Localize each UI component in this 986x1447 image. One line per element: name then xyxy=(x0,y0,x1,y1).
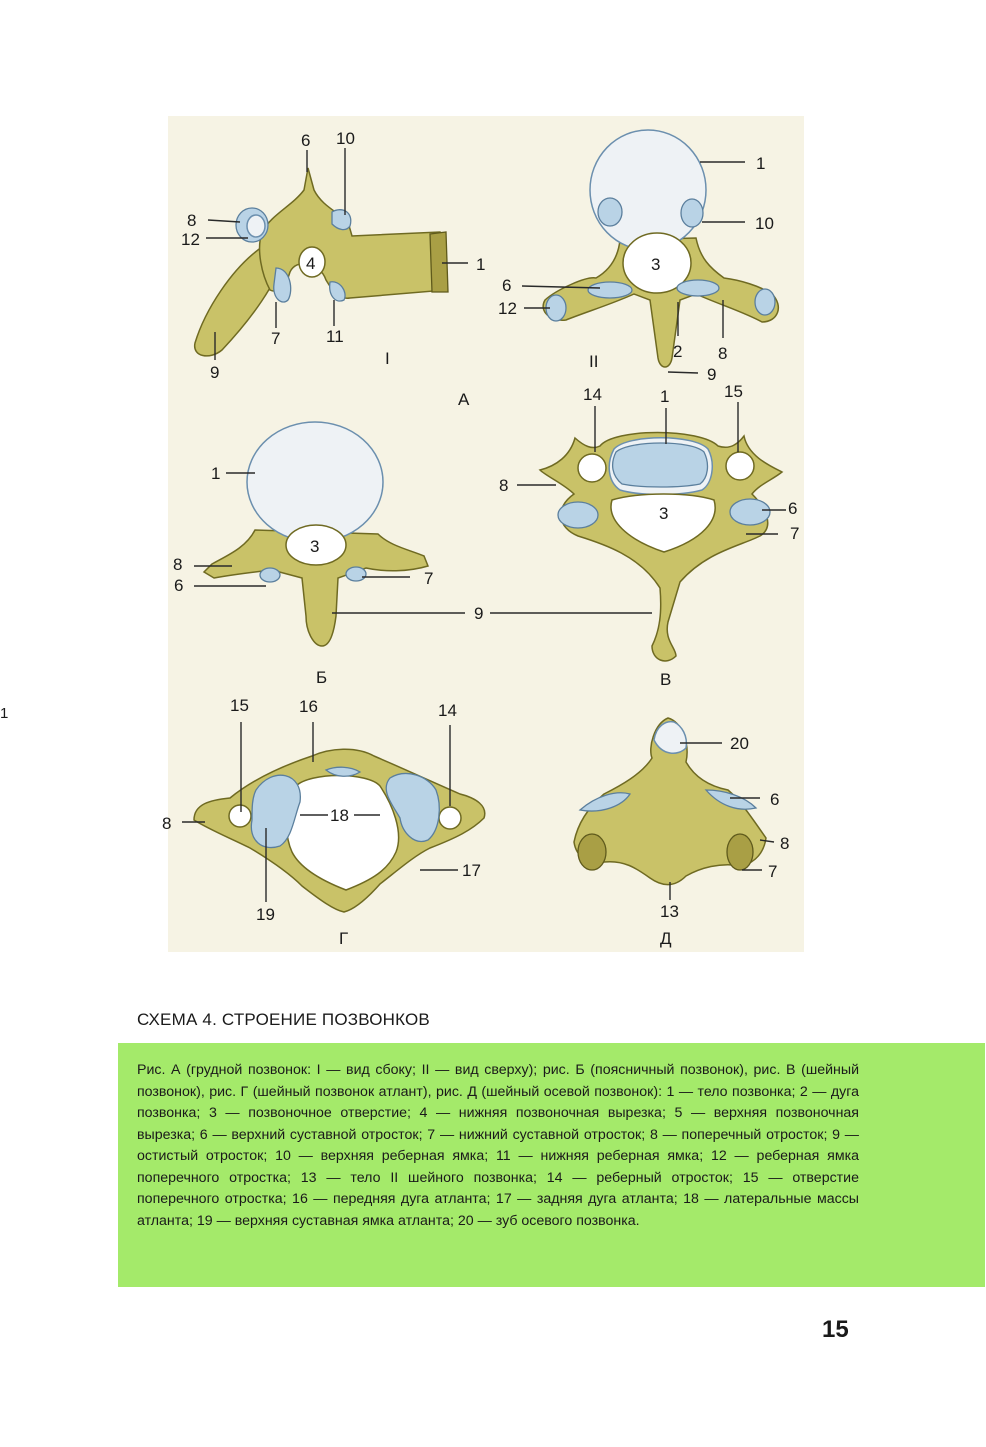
figure-label-v: В xyxy=(660,670,672,689)
label-a1-10: 10 xyxy=(336,129,355,148)
label-g-19: 19 xyxy=(256,905,275,924)
label-a1-6: 6 xyxy=(301,131,311,150)
caption-text: Рис. А (грудной позвонок: I — вид сбоку; II — вид сверху); рис. Б (поясничный позвонок), рис. В (шейный позвонок), рис. Г (шейный позвонок атлант), рис. Д (шейный осевой позвонок): 1 — тело позвонка; 2 — дуга позвонка; 3 — позвоночное отверстие; 4 — нижняя позвоночная вырезка; 5 — верхняя позвоночная вырезка; 6 — верхний суставной отросток; 7 — нижний суставной отросток; 8 — поперечный отросток; 9 — остистый отросток; 10 — верхняя реберная ямка; 11 — нижняя реберная ямка; 12 — реберная ямка поперечного отростка; 13 — тело II шейного позвонка; 14 — реберный отросток; 15 — отверстие поперечного отростка; 16 — передняя дуга атланта; 17 — задняя дуга атланта; 18 — латеральные массы атланта; 19 — верхняя суставная ямка атланта; 20 — зуб осевого позвонка. xyxy=(137,1062,859,1229)
label-d-20: 20 xyxy=(730,734,749,753)
label-a1-1: 1 xyxy=(476,255,486,274)
label-a2-9: 9 xyxy=(707,365,717,384)
label-b-9: 9 xyxy=(474,604,484,623)
label-a1-4: 4 xyxy=(306,254,316,273)
label-a1-11: 11 xyxy=(326,327,344,346)
label-v-3: 3 xyxy=(659,504,669,523)
label-g-16: 16 xyxy=(299,697,318,716)
margin-mark: 1 xyxy=(0,705,9,722)
figure-label-a: А xyxy=(458,390,470,409)
label-d-7: 7 xyxy=(768,862,778,881)
label-a2-10: 10 xyxy=(755,214,774,233)
label-d-6: 6 xyxy=(770,790,780,809)
label-b-1: 1 xyxy=(211,464,221,483)
label-a2-3: 3 xyxy=(651,255,661,274)
label-a1-12: 12 xyxy=(181,230,200,249)
label-v-15: 15 xyxy=(724,382,743,401)
label-a2-1: 1 xyxy=(756,154,766,173)
label-a1-9: 9 xyxy=(210,363,220,382)
view-label-ii: II xyxy=(589,352,599,371)
scheme-title: СХЕМА 4. СТРОЕНИЕ ПОЗВОНКОВ xyxy=(137,1010,430,1029)
label-a2-12: 12 xyxy=(498,299,517,318)
figure-label-b: Б xyxy=(316,668,328,687)
label-b-8: 8 xyxy=(173,555,183,574)
figure-label-g: Г xyxy=(339,929,349,948)
label-b-3: 3 xyxy=(310,537,320,556)
label-g-14: 14 xyxy=(438,701,457,720)
label-b-6: 6 xyxy=(174,576,184,595)
label-g-17: 17 xyxy=(462,861,481,880)
label-g-8: 8 xyxy=(162,814,172,833)
figure-label-d: Д xyxy=(660,929,672,948)
label-v-7: 7 xyxy=(790,524,800,543)
label-a2-2: 2 xyxy=(673,342,683,361)
view-label-i: I xyxy=(385,349,390,368)
label-d-8: 8 xyxy=(780,834,790,853)
label-v-6: 6 xyxy=(788,499,798,518)
page-number: 15 xyxy=(822,1316,849,1343)
label-g-15: 15 xyxy=(230,696,249,715)
label-a2-6: 6 xyxy=(502,276,512,295)
label-b-7: 7 xyxy=(424,569,434,588)
label-a1-8: 8 xyxy=(187,211,197,230)
label-v-8: 8 xyxy=(499,476,509,495)
label-a2-8: 8 xyxy=(718,344,728,363)
label-v-14: 14 xyxy=(583,385,602,404)
label-d-13: 13 xyxy=(660,902,679,921)
label-g-18: 18 xyxy=(330,806,349,825)
label-a1-7: 7 xyxy=(271,329,281,348)
label-v-1: 1 xyxy=(660,387,670,406)
